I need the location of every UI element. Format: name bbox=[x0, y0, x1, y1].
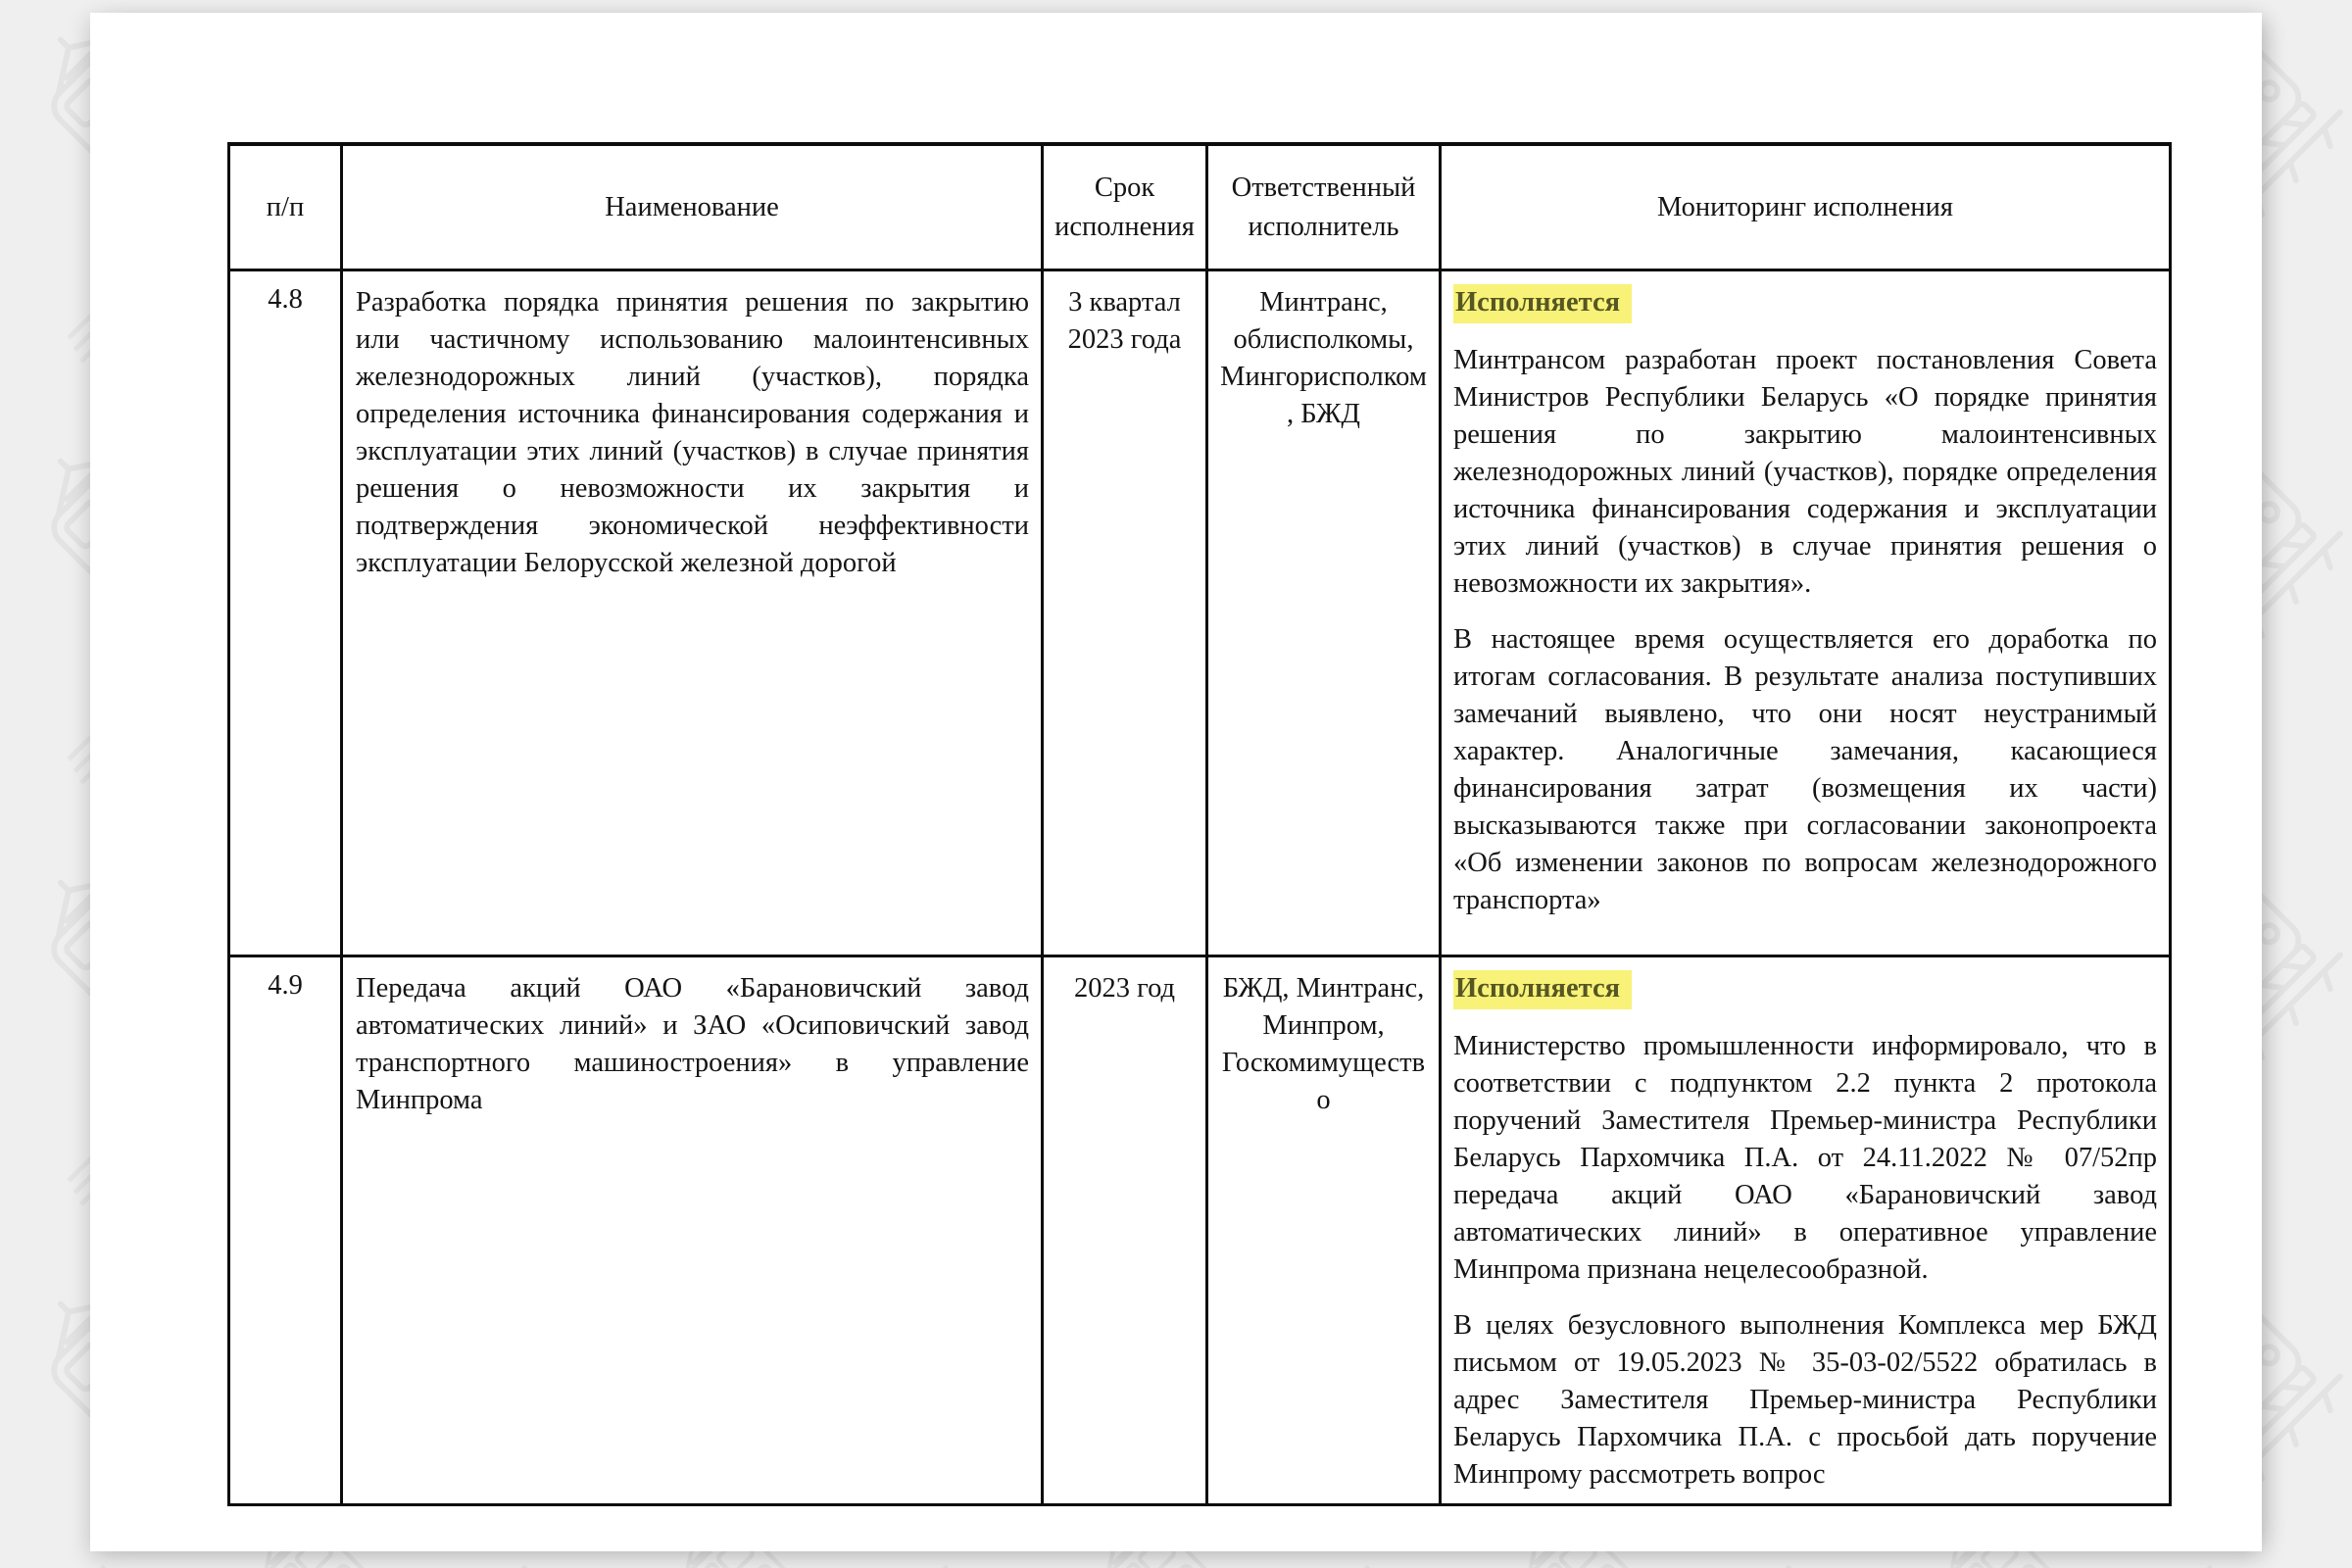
monitoring-cell bbox=[1441, 270, 2171, 956]
col-header-responsible: Ответственный исполнитель bbox=[1207, 144, 1441, 270]
table-row-4-8 bbox=[229, 270, 2171, 956]
status-line bbox=[1453, 284, 2157, 323]
status-badge: Исполняется bbox=[1453, 284, 1632, 323]
measure-name-text: Передача акций ОАО «Барановичский завод автоматических линий» и ЗАО «Осиповичский завод транспортного машиностроения» в управление Минпрома bbox=[356, 973, 1029, 1115]
table-row-4-9 bbox=[229, 956, 2171, 1505]
monitoring-paragraph: Министерство промышленности информировало, что в соответствии с подпунктом 2.2 пункта 2 протокола поручений Заместителя Премьер-министра Республики Беларусь Пархомчика П.А. от 24.11.2022 № 07/52пр передача акций ОАО «Барановичский завод автоматических линий» в оперативное управление Минпрома признана нецелесообразной. bbox=[1453, 1031, 2157, 1285]
col-header-term: Срок исполнения bbox=[1043, 144, 1207, 270]
row-number: 4.8 bbox=[229, 270, 342, 956]
measure-name-cell bbox=[342, 270, 1043, 956]
term-cell: 3 квартал 2023 года bbox=[1043, 270, 1207, 956]
monitoring-table bbox=[227, 142, 2172, 1506]
monitoring-cell bbox=[1441, 956, 2171, 1505]
document-page bbox=[90, 13, 2262, 1551]
monitoring-content bbox=[1453, 970, 2157, 1497]
monitoring-content bbox=[1453, 284, 2157, 947]
monitoring-paragraph: В настоящее время осуществляется его доработка по итогам согласования. В результате анализа поступивших замечаний выявлено, что они носят неустранимый характер. Аналогичные замечания, касающиеся финансирования затрат (возмещения их части) высказываются также при согласовании законопроекта «Об изменении законов по вопросам железнодорожного транспорта» bbox=[1453, 624, 2157, 915]
term-cell: 2023 год bbox=[1043, 956, 1207, 1505]
status-badge: Исполняется bbox=[1453, 970, 1632, 1009]
measure-name-text: Разработка порядка принятия решения по закрытию или частичному использованию малоинтенсивных железнодорожных линий (участков), порядка определения источника финансирования содержания и эксплуатации этих линий (участков) в случае принятия решения о невозможности их закрытия и подтверждения экономической неэффективности эксплуатации Белорусской железной дорогой bbox=[356, 287, 1029, 578]
monitoring-paragraph: Минтрансом разработан проект постановления Совета Министров Республики Беларусь «О порядке принятия решения по закрытию малоинтенсивных железнодорожных линий (участков), порядке определения источника финансирования содержания и эксплуатации этих линий (участков) в случае принятия решения о невозможности их закрытия». bbox=[1453, 345, 2157, 599]
status-line bbox=[1453, 970, 2157, 1009]
responsible-cell: БЖД, Минтранс, Минпром, Госкомимущество bbox=[1207, 956, 1441, 1505]
col-header-monitoring: Мониторинг исполнения bbox=[1441, 144, 2171, 270]
header-row bbox=[229, 144, 2171, 270]
responsible-cell: Минтранс, облисполкомы, Мингорисполком, БЖД bbox=[1207, 270, 1441, 956]
measure-name-cell bbox=[342, 956, 1043, 1505]
col-header-name: Наименование bbox=[342, 144, 1043, 270]
monitoring-paragraph: В целях безусловного выполнения Комплекса мер БЖД письмом от 19.05.2023 № 35-03-02/5522 обратилась в адрес Заместителя Премьер-министра Республики Беларусь Пархомчика П.А. с просьбой дать поручение Минпрому рассмотреть вопрос bbox=[1453, 1310, 2157, 1490]
row-number: 4.9 bbox=[229, 956, 342, 1505]
col-header-num: п/п bbox=[229, 144, 342, 270]
